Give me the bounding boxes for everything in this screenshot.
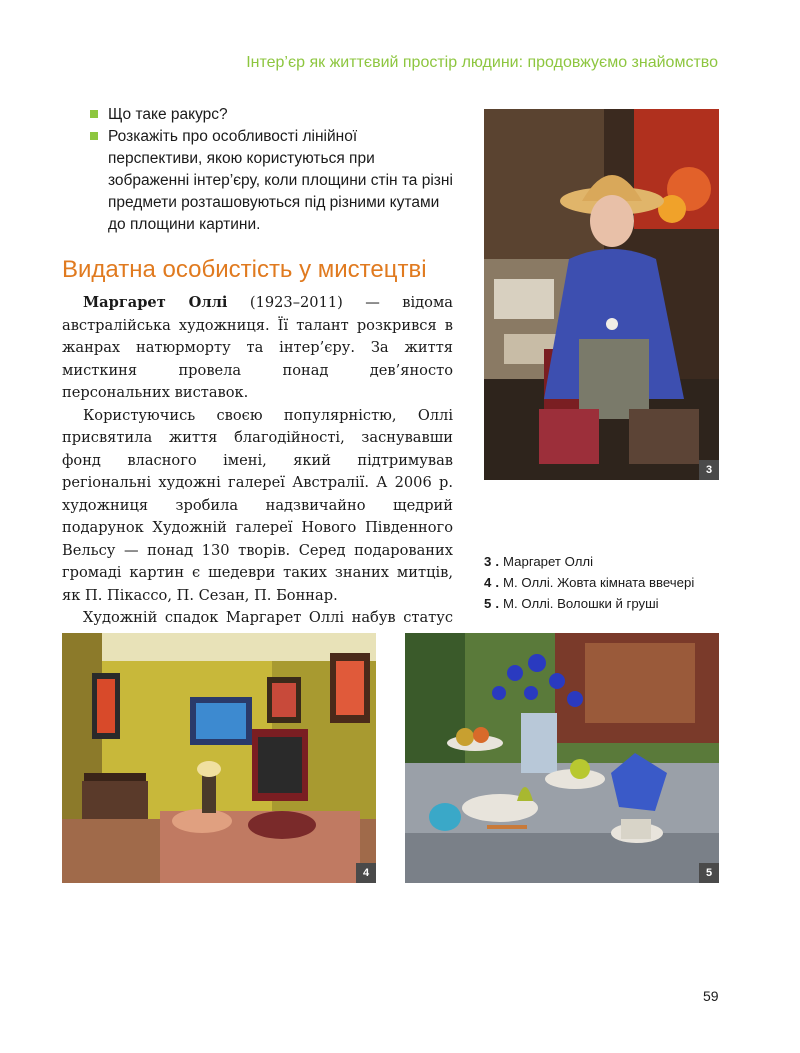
caption-number: 3 xyxy=(484,554,492,569)
caption-text: М. Оллі. Жовта кімната ввечері xyxy=(503,575,695,590)
yellow-room-illustration xyxy=(62,633,376,883)
portrait-illustration xyxy=(484,109,719,480)
caption-text: М. Оллі. Волошки й груші xyxy=(503,596,659,611)
question-list xyxy=(90,104,455,236)
caption-number: 5 xyxy=(484,596,492,611)
paragraph xyxy=(62,292,453,405)
figure-5-painting xyxy=(405,633,719,883)
caption-text: Маргарет Оллі xyxy=(503,554,594,569)
running-title: Інтер’єр як життєвий простір людини: продовжуємо знайомство xyxy=(246,54,718,71)
artist-name: Маргарет Оллі xyxy=(83,294,228,311)
article-body xyxy=(62,292,453,652)
paragraph: Користуючись своєю популярністю, Оллі присвятила життя благодійності, заснувавши фонд власного імені, який підтримував регіональні художні галереї Австралії. А 2006 р. художниця зробила надзвичайно щедрий подарунок Художній галереї Нового Південного Вельсу — понад 130 творів. Серед подарованих громаді картин є шедеври таких знаних митців, як П. Пікассо, П. Сезан, П. Боннар. xyxy=(62,406,453,604)
question-item xyxy=(90,104,455,126)
paragraph-text: (1923–2011) — відома австралійська художниця. Її талант розкрився в жанрах натюрморту та інтер’єру. За життя мисткиня провела понад дев’яносто персональних виставок. xyxy=(62,294,453,401)
figure-number-badge: 4 xyxy=(356,863,376,883)
question-text: Що таке ракурс? xyxy=(108,106,228,123)
caption-item xyxy=(484,551,694,572)
still-life-illustration xyxy=(405,633,719,883)
question-text: Розкажіть про особливості лінійної перспективи, якою користуються при зображенні інтер’єру, коли площини стін та різні предмети розташовуються під різними кутами до площини картини. xyxy=(108,128,453,233)
page-number: 59 xyxy=(703,988,719,1004)
square-bullet-icon xyxy=(90,110,98,118)
caption-item xyxy=(484,572,694,593)
figure-captions xyxy=(484,551,694,614)
figure-4-painting xyxy=(62,633,376,883)
caption-dot: . xyxy=(495,554,500,569)
figure-number-badge: 5 xyxy=(699,863,719,883)
caption-item xyxy=(484,593,694,614)
paragraph: Художній спадок Маргарет Оллі набув статус xyxy=(83,609,453,626)
caption-dot: . xyxy=(495,596,500,611)
section-title: Видатна особистість у мистецтві xyxy=(62,256,427,283)
figure-3-photo xyxy=(484,109,719,480)
square-bullet-icon xyxy=(90,132,98,140)
figure-number-badge: 3 xyxy=(699,460,719,480)
caption-number: 4 xyxy=(484,575,492,590)
caption-dot: . xyxy=(495,575,500,590)
question-item xyxy=(90,126,455,236)
